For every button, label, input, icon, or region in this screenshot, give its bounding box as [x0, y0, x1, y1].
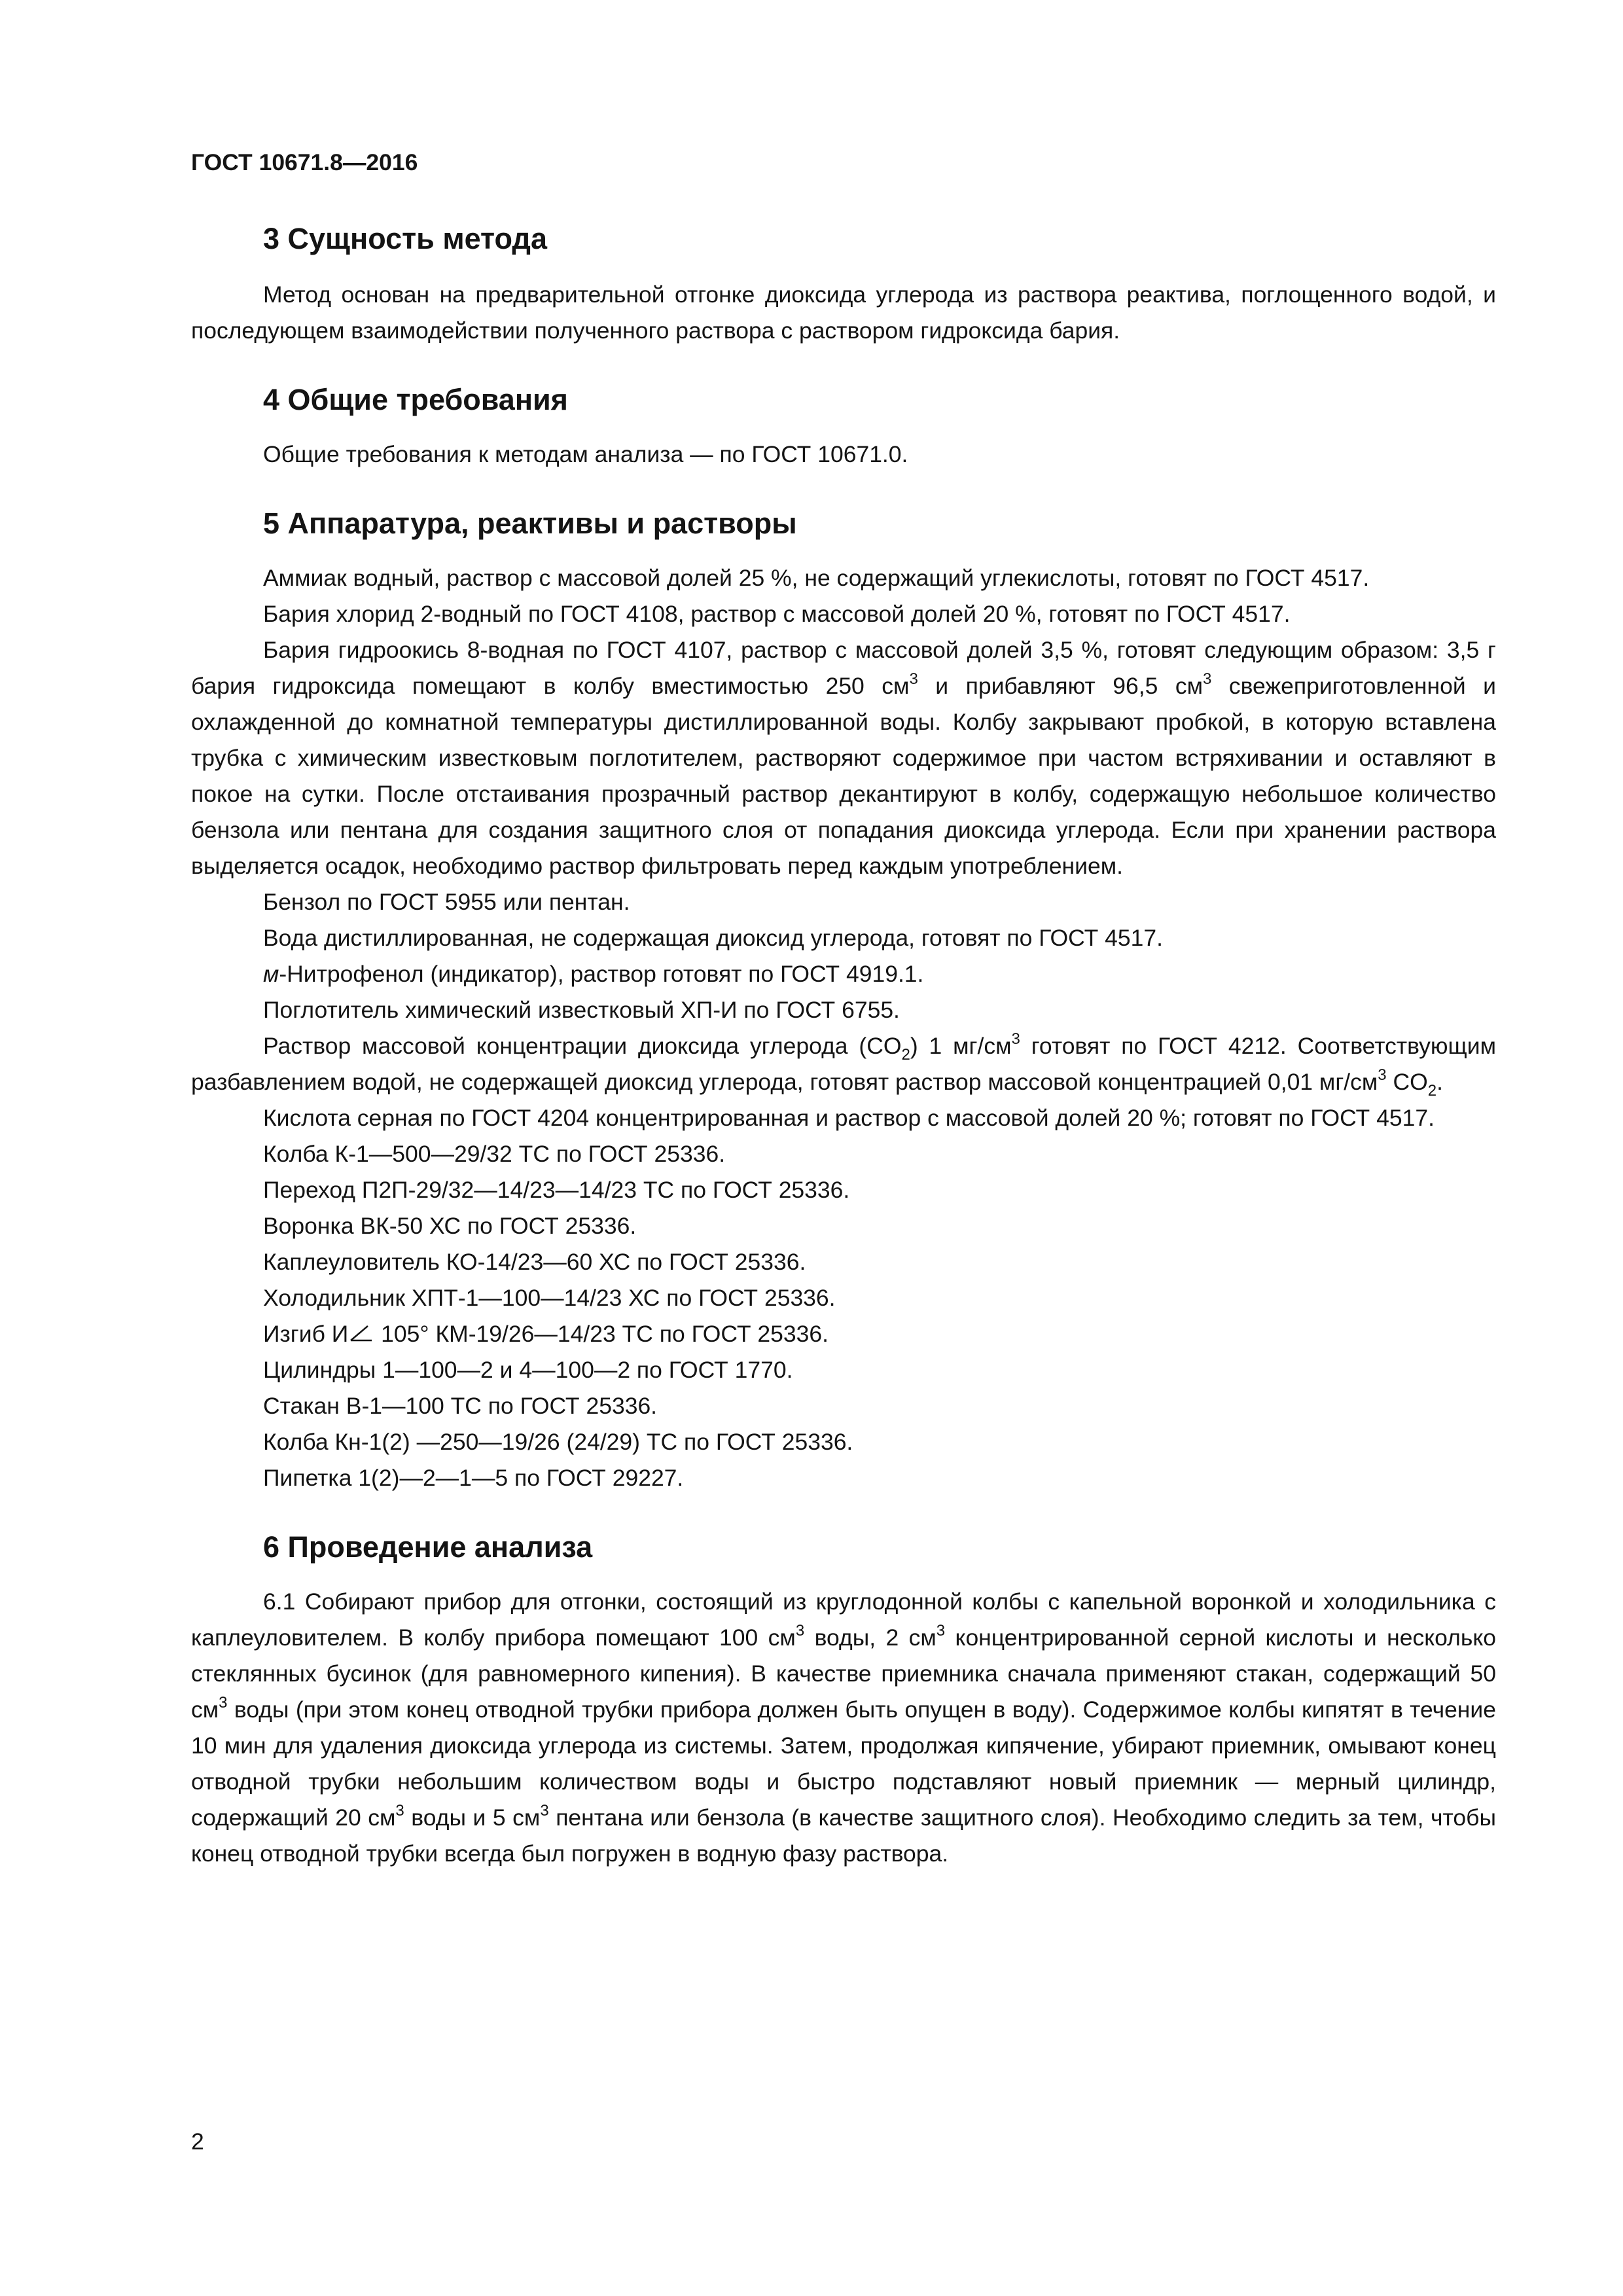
- apparatus-item: Воронка ВК-50 ХС по ГОСТ 25336.: [263, 1213, 637, 1239]
- apparatus-item: Холодильник ХПТ-1—100—14/23 ХС по ГОСТ 25336.: [263, 1285, 836, 1311]
- apparatus-item-bend: Изгиб И 105° КМ-19/26—14/23 ТС по ГОСТ 25336.: [263, 1321, 829, 1347]
- section-4-title: 4 Общие требования: [263, 383, 568, 416]
- section-3-paragraph: Метод основан на предварительной отгонке диоксида углерода из раствора реактива, поглощенного водой, и последующем взаимодействии полученного раствора с раствором гидроксида бария.: [191, 281, 1496, 344]
- section-4-paragraph: Общие требования к методам анализа — по ГОСТ 10671.0.: [263, 441, 908, 467]
- apparatus-item: Стакан В-1—100 ТС по ГОСТ 25336.: [263, 1393, 658, 1419]
- angle-icon: [348, 1321, 374, 1344]
- benzene-paragraph: Бензол по ГОСТ 5955 или пентан.: [263, 889, 630, 915]
- apparatus-item: Колба Кн-1(2) —250—19/26 (24/29) ТС по ГОСТ 25336.: [263, 1429, 853, 1455]
- section-3-title: 3 Сущность метода: [263, 222, 547, 255]
- section-6-title: 6 Проведение анализа: [263, 1530, 593, 1564]
- barium-hydroxide-paragraph: Бария гидроокись 8-водная по ГОСТ 4107, раствор с массовой долей 3,5 %, готовят следующим образом: 3,5 г бария гидроксида помещают в колбу вместимостью 250 $см^3$ и прибавляют 96,5 $см^3$ свежеприготовленной и охлажденной до комнатной температуры дистиллированной воды. Колбу закрывают пробкой, в которую вставлена трубка с химическим известковым поглотителем, растворяют содержимое при частом встряхивании и оставляют в покое на сутки. После отстаивания прозрачный раствор декантируют в колбу, содержащую небольшое количество бензола или пентана для создания защитного слоя от попадания диоксида углерода. Если при хранении раствора выделяется осадок, необходимо раствор фильтровать перед каждым употреблением.: [191, 637, 1497, 879]
- ammonia-paragraph: Аммиак водный, раствор с массовой долей 25 %, не содержащий углекислоты, готовят по ГОСТ 4517.: [263, 565, 1370, 591]
- barium-chloride-paragraph: Бария хлорид 2-водный по ГОСТ 4108, раствор с массовой долей 20 %, готовят по ГОСТ 4517.: [263, 601, 1291, 627]
- nitrophenol-paragraph: м-Нитрофенол (индикатор), раствор готовят по ГОСТ 4919.1.: [263, 961, 924, 987]
- document-header: ГОСТ 10671.8—2016: [191, 149, 418, 175]
- sulfuric-acid-paragraph: Кислота серная по ГОСТ 4204 концентрированная и раствор с массовой долей 20 %; готовят по ГОСТ 4517.: [263, 1105, 1435, 1131]
- apparatus-item: Пипетка 1(2)—2—1—5 по ГОСТ 29227.: [263, 1465, 684, 1491]
- apparatus-item: Переход П2П-29/32—14/23—14/23 ТС по ГОСТ 25336.: [263, 1177, 850, 1203]
- page-number: 2: [191, 2128, 204, 2155]
- apparatus-item: Цилиндры 1—100—2 и 4—100—2 по ГОСТ 1770.: [263, 1357, 793, 1383]
- co2-solution-paragraph: Раствор массовой концентрации диоксида углерода $(CO_2)$ 1 $мг/см^3$ готовят по ГОСТ 4212. Соответствующим разбавлением водой, не содержащей диоксид углерода, готовят раствор массовой концентрацией 0,01 $мг/см^3$ $CO_2$.: [191, 1030, 1496, 1100]
- apparatus-item: Колба К-1—500—29/32 ТС по ГОСТ 25336.: [263, 1141, 726, 1167]
- water-paragraph: Вода дистиллированная, не содержащая диоксид углерода, готовят по ГОСТ 4517.: [263, 925, 1163, 951]
- absorber-paragraph: Поглотитель химический известковый ХП-И по ГОСТ 6755.: [263, 997, 900, 1023]
- document-body: [191, 219, 1496, 1872]
- section-5-title: 5 Аппаратура, реактивы и растворы: [263, 507, 797, 540]
- paragraph-6-1: 6.1 Собирают прибор для отгонки, состоящий из круглодонной колбы с капельной воронкой и холодильника с каплеуловителем. В колбу прибора помещают 100 $см^3$ воды, 2 $см^3$ концентрированной серной кислоты и несколько стеклянных бусинок (для равномерного кипения). В качестве приемника сначала применяют стакан, содержащий 50 $см^3$ воды (при этом конец отводной трубки прибора должен быть опущен в воду). Содержимое колбы кипятят в течение 10 мин для удаления диоксида углерода из системы. Затем, продолжая кипячение, убирают приемник, омывают конец отводной трубки небольшим количеством воды и быстро подставляют новый приемник — мерный цилиндр, содержащий 20 $см^3$ воды и 5 $см^3$ пентана или бензола (в качестве защитного слоя). Необходимо следить за тем, чтобы конец отводной трубки всегда был погружен в водную фазу раствора.: [191, 1588, 1496, 1867]
- apparatus-item: Каплеуловитель КО-14/23—60 ХС по ГОСТ 25336.: [263, 1249, 806, 1275]
